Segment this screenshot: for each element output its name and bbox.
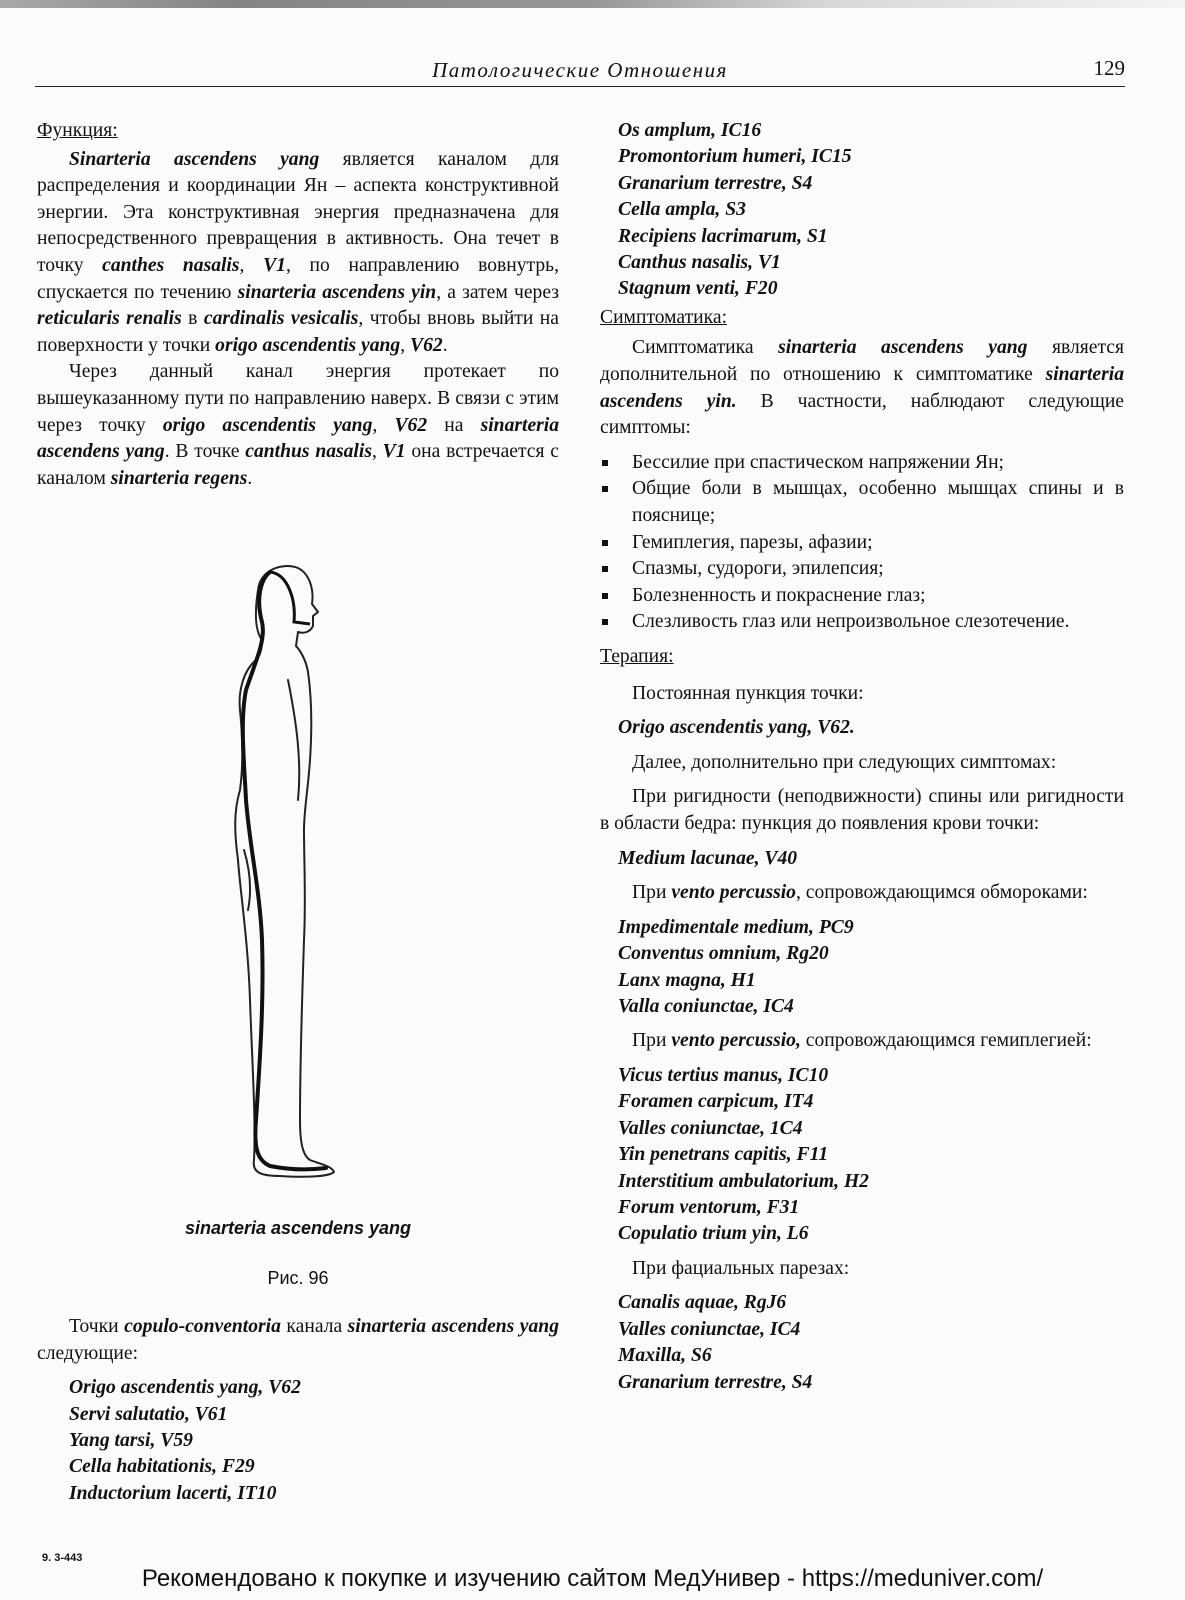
acupoint-item: Yang tarsi, V59 (69, 1430, 193, 1451)
therapy-rigidity-point: Medium lacunae, V40 (618, 847, 798, 869)
acupoint-item: Interstitium ambulatorium, H2 (618, 1170, 869, 1192)
acupoint-item: Cella habitationis, F29 (69, 1456, 255, 1478)
paragraph-flow (37, 359, 559, 492)
latin-term: cardinalis vesicalis (203, 308, 359, 330)
symptom-item (600, 530, 1124, 557)
acupoint-item: Valla coniunctae, IC4 (618, 995, 794, 1017)
acupoint-item: Copulatio trium yin, L6 (618, 1223, 809, 1245)
text-run: . (442, 334, 448, 356)
text-run: она встречается с каналом (37, 441, 559, 489)
bullet-icon (602, 486, 608, 492)
latin-term: sinarteria ascendens yang (37, 414, 560, 463)
text-run: , (372, 414, 395, 436)
acupoint-item: Yin penetrans capitis, F11 (618, 1144, 829, 1166)
symptom-text: Слезливость глаз или непроизвольное слезотечение. (632, 611, 1070, 633)
symptom-item (600, 609, 1124, 636)
symptom-text: Бессилие при спастическом напряжении Ян; (632, 451, 1004, 473)
acupoint-item: Canalis aquae, RgJ6 (618, 1292, 787, 1314)
acupoint-item: Vicus tertius manus, IC10 (618, 1064, 829, 1086)
latin-term: origo ascendentis yang (162, 414, 373, 436)
acupoint-item: Valles coniunctae, 1C4 (618, 1117, 803, 1139)
acupoint-item: Servi salutatio, V61 (69, 1403, 228, 1425)
running-header (35, 58, 1125, 87)
text-run: , (371, 441, 383, 463)
symptom-list (600, 450, 1124, 636)
acupoint-item: Maxilla, S6 (618, 1345, 712, 1367)
bullet-icon (602, 593, 608, 599)
right-column (600, 118, 1124, 1396)
latin-term: sinarteria ascendens yang (347, 1316, 559, 1337)
text-run: в (181, 308, 204, 330)
text-run: канала (280, 1316, 348, 1337)
therapy-fainting (600, 880, 1124, 907)
acupoint-item: Impedimentale medium, PC9 (618, 916, 854, 938)
acupoint-item: Cella ampla, S3 (618, 199, 746, 221)
acupoint-item: Valles coniunctae, IC4 (618, 1318, 801, 1340)
acupoint-item: Origo ascendentis yang, V62 (69, 1377, 301, 1399)
latin-term: reticularis renalis (37, 308, 182, 330)
latin-term: sinarteria ascendens yin (237, 281, 437, 303)
paragraph-function (37, 147, 559, 360)
symptom-text: Болезненность и покраснение глаз; (632, 584, 926, 606)
symptom-item (600, 583, 1124, 610)
therapy-main-point: Origo ascendentis yang, V62. (618, 717, 855, 739)
bullet-icon (602, 460, 608, 466)
text-run: является каналом для распределения и координации Ян – аспекта конструктивной энергии. Эта конструктивная энергия предназначена для непосредственного превращения в активность. Она течет в точку (37, 148, 559, 276)
latin-term: vento percussio, (671, 1030, 801, 1052)
meridian-figure-illustration (200, 560, 360, 1190)
acupoint-item: Lanx magna, H1 (618, 969, 756, 991)
text-run: на (427, 414, 481, 436)
left-column (37, 118, 559, 492)
latin-term: sinarteria ascendens yin. (600, 364, 1124, 412)
section-heading-function: Функция: (37, 120, 118, 141)
text-run: При (632, 1030, 672, 1052)
running-title: Патологические Отношения (432, 58, 728, 82)
symptom-item (600, 450, 1124, 477)
latin-term: origo ascendentis yang (215, 334, 401, 356)
figure-number: Рис. 96 (267, 1268, 329, 1288)
text-run: . В точке (164, 441, 246, 463)
point-list-fainting (600, 915, 1124, 1021)
text-run: . (247, 467, 253, 489)
paragraph-copulo-points (37, 1314, 559, 1367)
latin-term: vento percussio (671, 882, 796, 904)
text-run: , а затем через (436, 281, 559, 303)
therapy-hemiplegia (600, 1028, 1124, 1055)
bullet-icon (602, 566, 608, 572)
acupoint-item: Conventus omnium, Rg20 (618, 943, 829, 965)
therapy-intro: Постоянная пункция точки: (632, 682, 864, 704)
symptom-item (600, 476, 1124, 529)
acupoint-item: Granarium terrestre, S4 (618, 1371, 813, 1393)
text-run: При (632, 882, 672, 904)
latin-term: canthus nasalis (245, 441, 372, 463)
therapy-rigidity: При ригидности (неподвижности) спины или ригидности в области бедра: пункция до появления крови точки: (600, 786, 1124, 834)
acupoint-item: Foramen carpicum, IT4 (618, 1091, 814, 1113)
left-column-lower (37, 1314, 559, 1507)
point-list-hemiplegia (600, 1063, 1124, 1248)
text-run: является дополнительной по отношению к симптоматике (600, 337, 1124, 386)
section-heading-symptoms: Симптоматика: (600, 306, 728, 328)
acupoint-item: Granarium terrestre, S4 (618, 172, 813, 194)
acupoint-item: Inductorium lacerti, IT10 (69, 1482, 277, 1504)
symptom-text: Спазмы, судороги, эпилепсия; (632, 558, 884, 580)
latin-term: V1 (382, 441, 406, 463)
figure-caption: sinarteria ascendens yang (184, 1218, 412, 1238)
latin-term: copulo-conventoria (124, 1316, 281, 1337)
text-run: , (400, 334, 411, 356)
symptom-item (600, 556, 1124, 583)
point-list-left (37, 1375, 559, 1507)
page-code: 9. 3-443 (42, 1552, 83, 1564)
text-run: В частности, наблюдают следующие симптомы: (600, 390, 1125, 439)
acupoint-item: Promontorium humeri, IC15 (618, 146, 852, 168)
text-run: , по направлению вовнутрь, спускается по течению (37, 254, 559, 303)
latin-term: sinarteria ascendens yang (778, 337, 1028, 359)
footer-recommendation: Рекомендовано к покупке и изучению сайтом МедУнивер - https://meduniver.com/ (141, 1565, 1044, 1592)
latin-term: V62 (394, 414, 428, 436)
point-list-facial (600, 1290, 1124, 1396)
symptom-text: Общие боли в мышцах, особенно мышцах спины и в пояснице; (632, 478, 1124, 526)
text-run: , чтобы вновь выйти на поверхности у точки (37, 308, 559, 356)
bullet-icon (602, 619, 608, 625)
point-list-top (600, 118, 1124, 303)
text-run: Точки (69, 1316, 125, 1337)
acupoint-item: Recipiens lacrimarum, S1 (618, 225, 828, 247)
text-run: , (239, 254, 264, 276)
text-run: Симптоматика (632, 337, 779, 359)
therapy-additional: Далее, дополнительно при следующих симптомах: (632, 751, 1057, 773)
acupoint-item: Forum ventorum, F31 (618, 1196, 800, 1218)
paragraph-symptoms (600, 335, 1124, 441)
latin-term: Sinarteria ascendens yang (69, 148, 320, 170)
acupoint-item: Os amplum, IC16 (618, 120, 762, 141)
text-run: следующие: (37, 1342, 139, 1364)
text-run: сопровождающимся гемиплегией: (800, 1030, 1092, 1052)
acupoint-item: Stagnum venti, F20 (618, 278, 778, 300)
therapy-facial: При фациальных парезах: (632, 1257, 850, 1279)
text-run: , сопровождающимся обмороками: (795, 882, 1088, 904)
symptom-text: Гемиплегия, парезы, афазии; (632, 531, 873, 553)
scan-top-edge (0, 0, 1185, 8)
latin-term: V62 (410, 334, 443, 356)
latin-term: sinarteria regens (110, 467, 248, 489)
page-number: 129 (1093, 56, 1125, 80)
text-run: Через данный канал энергия протекает по вышеуказанному пути по направлению наверх. В связи с этим через точку (37, 361, 559, 436)
bullet-icon (602, 540, 608, 546)
acupoint-item: Canthus nasalis, V1 (618, 252, 781, 274)
latin-term: canthes nasalis (102, 254, 240, 276)
latin-term: V1 (263, 254, 286, 276)
section-heading-therapy: Терапия: (600, 645, 674, 667)
